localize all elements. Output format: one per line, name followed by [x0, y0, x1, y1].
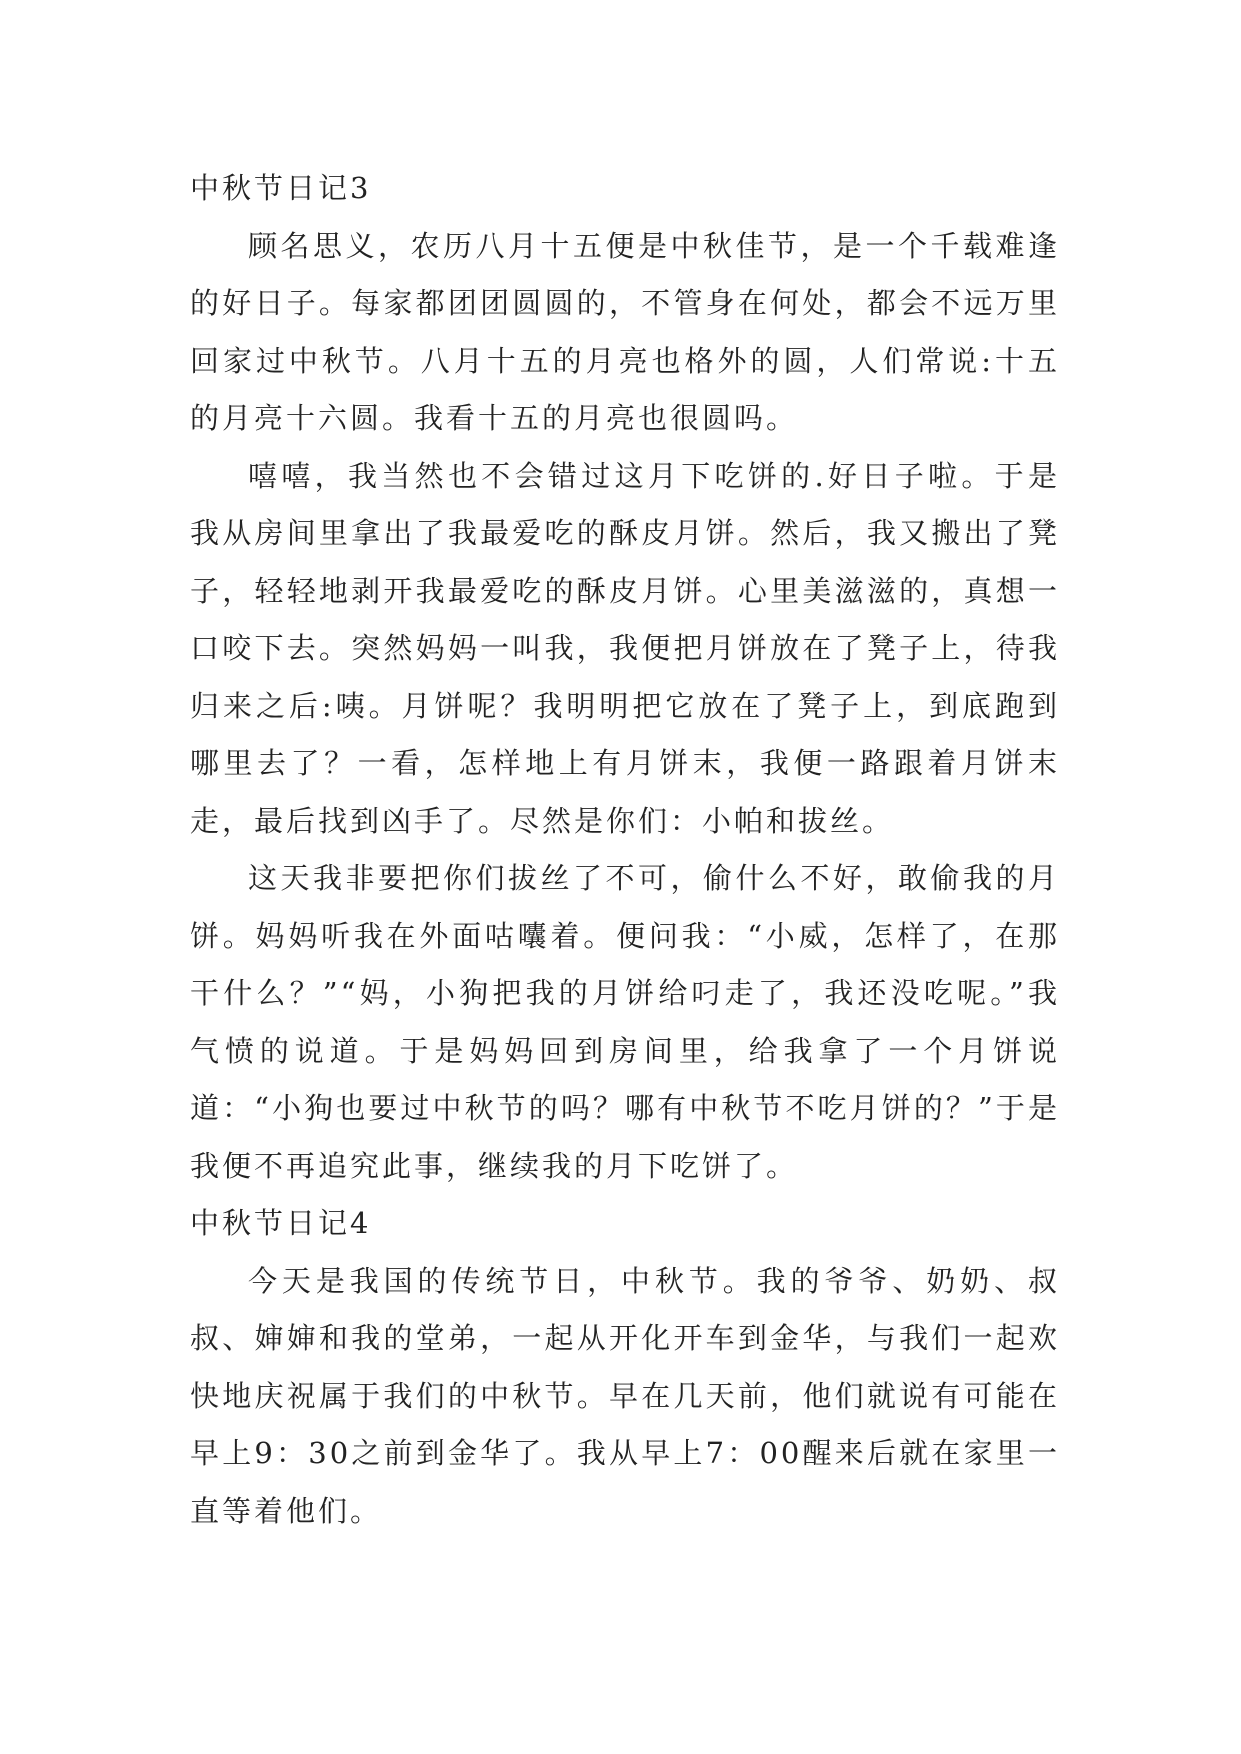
paragraph: 这天我非要把你们拔丝了不可，偷什么不好，敢偷我的月饼。妈妈听我在外面咕囔着。便问我：“小威，怎样了，在那干什么？”“妈，小狗把我的月饼给叼走了，我还没吃呢。”我气愤的说道。于是妈妈回到房间里，给我拿了一个月饼说道：“小狗也要过中秋节的吗？哪有中秋节不吃月饼的？”于是我便不再追究此事，继续我的月下吃饼了。 [190, 861, 1060, 1183]
paragraph: 嘻嘻，我当然也不会错过这月下吃饼的.好日子啦。于是我从房间里拿出了我最爱吃的酥皮月饼。然后，我又搬出了凳子，轻轻地剥开我最爱吃的酥皮月饼。心里美滋滋的，真想一口咬下去。突然妈妈一叫我，我便把月饼放在了凳子上，待我归来之后:咦。月饼呢？我明明把它放在了凳子上，到底跑到哪里去了？一看，怎样地上有月饼末，我便一路跟着月饼末走，最后找到凶手了。尽然是你们：小帕和拔丝。 [190, 458, 1060, 838]
section-title: 中秋节日记3 [190, 171, 372, 205]
paragraph: 顾名思义，农历八月十五便是中秋佳节，是一个千载难逢的好日子。每家都团团圆圆的，不管身在何处，都会不远万里回家过中秋节。八月十五的月亮也格外的圆，人们常说:十五的月亮十六圆。我看十五的月亮也很圆吗。 [190, 228, 1060, 435]
section-title: 中秋节日记4 [190, 1206, 372, 1240]
document-body [190, 160, 1060, 1540]
paragraph: 今天是我国的传统节日，中秋节。我的爷爷、奶奶、叔叔、婶婶和我的堂弟，一起从开化开车到金华，与我们一起欢快地庆祝属于我们的中秋节。早在几天前，他们就说有可能在早上9：30之前到金华了。我从早上7：00醒来后就在家里一直等着他们。 [190, 1263, 1060, 1528]
